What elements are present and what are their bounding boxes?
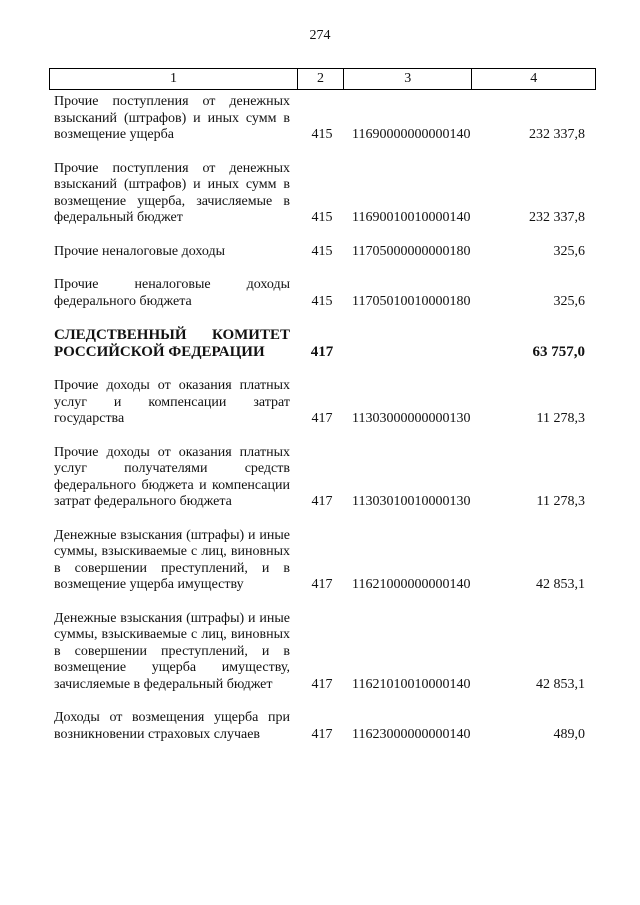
row-amount: 232 337,8 (529, 127, 585, 142)
row-admin-code: 415 (311, 243, 333, 259)
row-name: Прочие доходы от оказания платных услуг получателями средств федерального бюджета и компенсации затрат федерального бюджета (54, 444, 290, 509)
table-header (49, 68, 596, 90)
row-admin-code: 417 (310, 344, 334, 360)
header-col-4: 4 (530, 71, 538, 86)
table-row (0, 378, 640, 428)
row-kbk-code: 11705000000000180 (352, 243, 471, 259)
row-admin-code: 415 (311, 293, 333, 309)
row-name: Прочие неналоговые доходы (54, 243, 226, 259)
row-name: Доходы от возмещения ущерба при возникновении страховых случаев (54, 710, 290, 742)
row-name: Прочие неналоговые доходы федерального бюджета (54, 277, 290, 309)
row-amount: 11 278,3 (536, 411, 585, 426)
row-name: Денежные взыскания (штрафы) и иные суммы, взыскиваемые с лиц, виновных в совершении преступлений, и в возмещение ущерба имуществу, зачисляемые в федеральный бюджет (54, 610, 290, 692)
table-row (0, 94, 640, 144)
header-col-2: 2 (298, 69, 344, 89)
row-kbk-code: 11690000000000140 (352, 127, 471, 142)
row-amount: 63 757,0 (532, 344, 585, 360)
row-kbk-code: 11705010010000180 (352, 293, 471, 309)
table-row (0, 611, 640, 694)
row-amount: 325,6 (553, 293, 585, 309)
row-kbk-code: 11623000000000140 (352, 726, 471, 742)
row-kbk-code: 11303010010000130 (352, 494, 471, 509)
row-amount: 489,0 (553, 726, 585, 742)
row-kbk-code: 11621010010000140 (352, 676, 471, 692)
table-row (0, 710, 640, 743)
row-kbk-code: 11303000000000130 (352, 411, 471, 426)
table-row (0, 277, 640, 310)
row-admin-code: 417 (311, 577, 333, 592)
row-kbk-code: 11690010010000140 (352, 210, 471, 225)
row-admin-code: 417 (311, 726, 333, 742)
row-amount: 232 337,8 (529, 210, 585, 225)
row-admin-code: 415 (311, 127, 333, 142)
row-name: Прочие поступления от денежных взысканий (штрафов) и иных сумм в возмещение ущерба, зачисляемые в федеральный бюджет (54, 160, 290, 225)
row-kbk-code: 11621000000000140 (352, 577, 471, 592)
row-name: СЛЕДСТВЕННЫЙ КОМИТЕТ РОССИЙСКОЙ ФЕДЕРАЦИИ (54, 327, 290, 360)
row-name: Денежные взыскания (штрафы) и иные суммы, взыскиваемые с лиц, виновных в совершении преступлений, и в возмещение ущерба имуществу (54, 527, 290, 592)
table-row (0, 244, 640, 261)
page-number: 274 (309, 28, 331, 43)
row-amount: 325,6 (553, 243, 585, 259)
row-name: Прочие доходы от оказания платных услуг и компенсации затрат государства (54, 378, 290, 426)
row-admin-code: 417 (311, 676, 333, 692)
row-admin-code: 417 (311, 411, 333, 426)
row-admin-code: 417 (311, 494, 333, 509)
row-amount: 42 853,1 (536, 577, 585, 592)
table-body (0, 94, 640, 760)
table-row (0, 445, 640, 511)
table-row (0, 528, 640, 594)
row-amount: 11 278,3 (536, 494, 585, 509)
header-col-1: 1 (50, 69, 298, 89)
row-admin-code: 415 (311, 210, 333, 225)
row-name: Прочие поступления от денежных взысканий (штрафов) и иных сумм в возмещение ущерба (54, 94, 290, 142)
table-row (0, 327, 640, 361)
table-row (0, 161, 640, 227)
header-col-3: 3 (344, 69, 473, 89)
row-amount: 42 853,1 (536, 676, 585, 692)
